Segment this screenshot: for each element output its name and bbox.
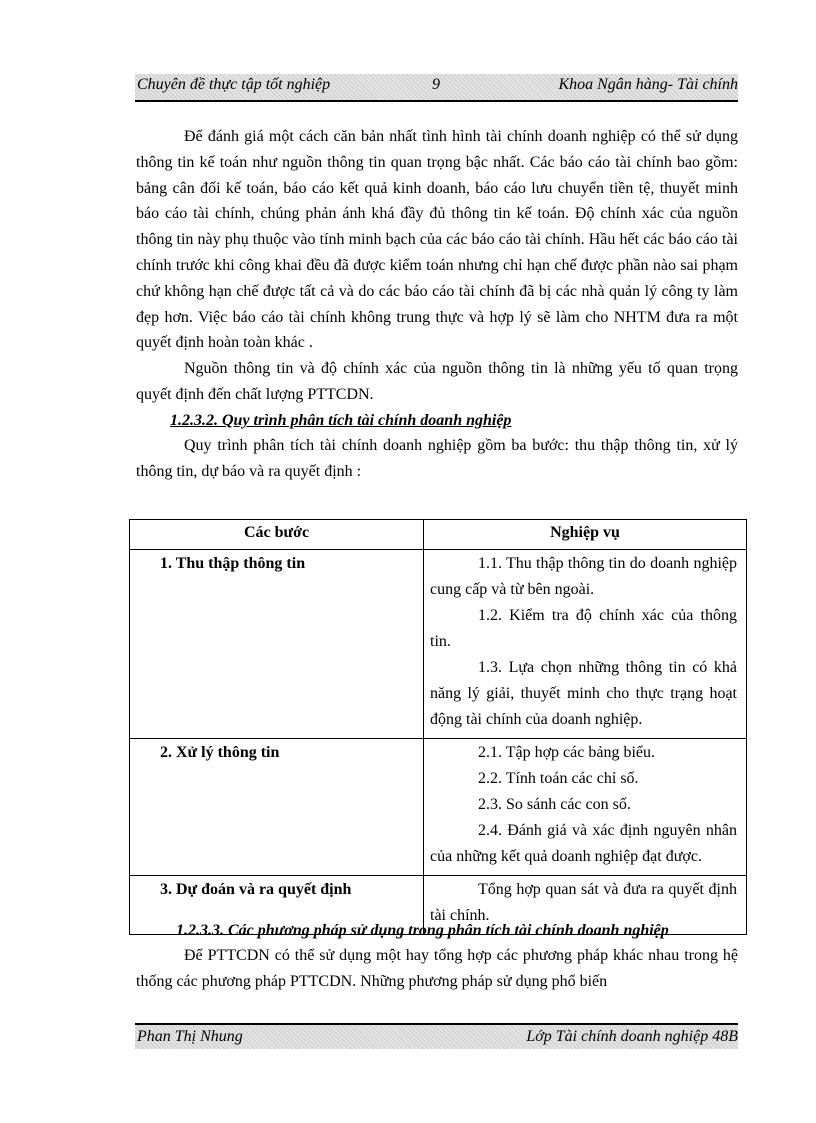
- operation-item: 2.3. So sánh các con số.: [478, 796, 631, 813]
- page-footer: [135, 1023, 738, 1049]
- table-row: [130, 739, 747, 876]
- operation-item: 2.4. Đánh giá và xác định nguyên nhân của những kết quả doanh nghiệp đạt được.: [430, 822, 737, 865]
- process-table: [129, 519, 747, 935]
- section-heading-analysis-methods: 1.2.3.3. Các phương pháp sử dụng trong phân tích tài chính doanh nghiệp: [176, 922, 669, 939]
- operation-item: 2.1. Tập hợp các bảng biểu.: [478, 744, 655, 761]
- body-text-bottom: [136, 918, 738, 995]
- operations-cell: [424, 550, 747, 739]
- operation-item: 1.1. Thu thập thông tin do doanh nghiệp cung cấp và từ bên ngoài.: [430, 555, 737, 598]
- header-faculty: Khoa Ngân hàng- Tài chính: [558, 76, 738, 93]
- step-cell: 3. Dự đoán và ra quyết định: [130, 876, 424, 935]
- column-header-operations: Nghiệp vụ: [424, 520, 747, 550]
- body-text-top: [136, 124, 738, 484]
- footer-author: Phan Thị Nhung: [137, 1028, 243, 1045]
- step-cell: 1. Thu thập thông tin: [130, 550, 424, 739]
- footer-class: Lớp Tài chính doanh nghiệp 48B: [526, 1028, 738, 1045]
- paragraph-financial-information: Để đánh giá một cách căn bản nhất tình hình tài chính doanh nghiệp có thể sử dụng thông tin kế toán như nguồn thông tin quan trọng bậc nhất. Các báo cáo tài chính bao gồm: bảng cân đối kế toán, báo cáo kết quả kinh doanh, báo cáo lưu chuyển tiền tệ, thuyết minh báo cáo tài chính, chúng phản ánh khá đầy đủ thông tin kế toán. Độ chính xác của nguồn thông tin này phụ thuộc vào tính minh bạch của các báo cáo tài chính. Hầu hết các báo cáo tài chính trước khi công khai đều đã được kiểm toán nhưng chỉ hạn chế được phần nào sai phạm chứ không hạn chế được tất cả và do các báo cáo tài chính đã bị các nhà quản lý công ty làm đẹp hơn. Việc báo cáo tài chính không trung thực và hợp lý sẽ làm cho NHTM đưa ra một quyết định hoàn toàn khác .: [136, 128, 738, 352]
- table-row: [130, 550, 747, 739]
- page-header: [135, 74, 738, 102]
- header-page-number: 9: [432, 76, 440, 93]
- paragraph-process-intro: Quy trình phân tích tài chính doanh nghiệp gồm ba bước: thu thập thông tin, xử lý thông tin, dự báo và ra quyết định :: [136, 436, 738, 480]
- paragraph-methods-intro: Để PTTCDN có thể sử dụng một hay tổng hợp các phương pháp khác nhau trong hệ thống các phương pháp PTTCDN. Những phương pháp sử dụng phổ biến: [136, 947, 738, 990]
- operation-item: Tổng hợp quan sát và đưa ra quyết định tài chính.: [430, 881, 737, 924]
- section-heading-analysis-process: 1.2.3.2. Quy trình phân tích tài chính doanh nghiệp: [170, 411, 512, 429]
- operation-item: 1.2. Kiểm tra độ chính xác của thông tin.: [430, 607, 737, 650]
- operation-item: 1.3. Lựa chọn những thông tin có khả năng lý giải, thuyết minh cho thực trạng hoạt động tài chính của doanh nghiệp.: [430, 659, 737, 728]
- paragraph-information-accuracy: Nguồn thông tin và độ chính xác của nguồn thông tin là những yếu tố quan trọng quyết định đến chất lượng PTTCDN.: [136, 360, 738, 403]
- operations-cell: [424, 739, 747, 876]
- step-cell: 2. Xử lý thông tin: [130, 739, 424, 876]
- table-header-row: [130, 520, 747, 550]
- header-document-title: Chuyên đề thực tập tốt nghiệp: [137, 76, 331, 93]
- operation-item: 2.2. Tính toán các chỉ số.: [478, 770, 639, 787]
- column-header-steps: Các bước: [130, 520, 424, 550]
